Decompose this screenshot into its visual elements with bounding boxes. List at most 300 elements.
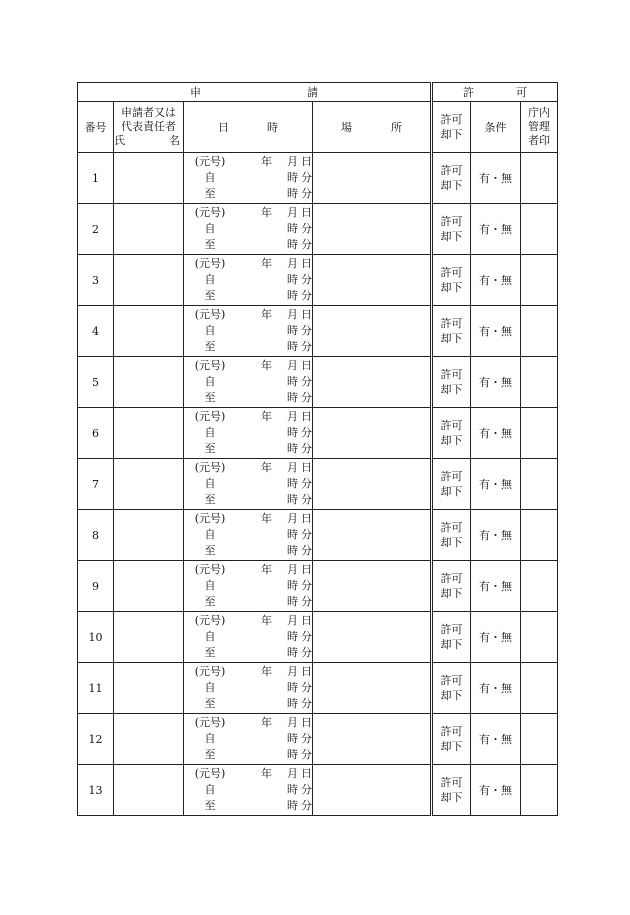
row-number: 13 — [78, 765, 114, 816]
applicant-header-line-2: 代表責任者 — [121, 120, 176, 133]
application-row — [78, 612, 431, 663]
reject-option: 却下 — [440, 332, 463, 345]
application-row — [78, 357, 431, 408]
month-label: 月 — [287, 257, 298, 270]
condition-field[interactable]: 有・無 — [471, 408, 521, 459]
place-field[interactable] — [313, 510, 431, 561]
application-title-char-2: 請 — [307, 85, 318, 99]
datetime-field[interactable] — [184, 204, 313, 255]
day-label: 日 — [301, 461, 312, 474]
to-minute-label: 分 — [301, 646, 312, 659]
applicant-name-field[interactable] — [114, 204, 184, 255]
year-label: 年 — [261, 767, 272, 780]
admin-header-line-1: 庁内 — [528, 106, 551, 119]
permit-option: 許可 — [440, 470, 463, 483]
to-hour-label: 時 — [287, 289, 298, 302]
place-field[interactable] — [313, 459, 431, 510]
to-minute-label: 分 — [301, 238, 312, 251]
reject-option: 却下 — [440, 485, 463, 498]
reject-option: 却下 — [440, 689, 463, 702]
to-hour-label: 時 — [287, 187, 298, 200]
era-label: (元号) — [194, 257, 226, 270]
datetime-field[interactable] — [184, 714, 313, 765]
to-label: 至 — [204, 595, 216, 608]
row-number: 5 — [78, 357, 114, 408]
applicant-name-field[interactable] — [114, 153, 184, 204]
to-hour-label: 時 — [287, 595, 298, 608]
from-minute-label: 分 — [301, 477, 312, 490]
from-minute-label: 分 — [301, 681, 312, 694]
to-minute-label: 分 — [301, 544, 312, 557]
application-row — [78, 714, 431, 765]
condition-field[interactable]: 有・無 — [471, 357, 521, 408]
admin-seal-field[interactable] — [521, 306, 558, 357]
from-minute-label: 分 — [301, 426, 312, 439]
place-field[interactable] — [313, 765, 431, 816]
to-minute-label: 分 — [301, 289, 312, 302]
to-label: 至 — [204, 697, 216, 710]
era-label: (元号) — [194, 665, 226, 678]
permit-reject-field[interactable] — [433, 510, 471, 561]
from-minute-label: 分 — [301, 630, 312, 643]
from-minute-label: 分 — [301, 528, 312, 541]
permit-reject-field[interactable] — [433, 306, 471, 357]
year-label: 年 — [261, 206, 272, 219]
reject-option: 却下 — [440, 230, 463, 243]
reject-option: 却下 — [440, 638, 463, 651]
day-label: 日 — [301, 359, 312, 372]
permit-reject-field[interactable] — [433, 255, 471, 306]
applicant-name-field[interactable] — [114, 510, 184, 561]
from-hour-label: 時 — [287, 579, 298, 592]
from-label: 自 — [204, 375, 216, 388]
from-hour-label: 時 — [287, 681, 298, 694]
place-field[interactable] — [313, 714, 431, 765]
month-label: 月 — [287, 206, 298, 219]
datetime-field[interactable] — [184, 408, 313, 459]
to-hour-label: 時 — [287, 238, 298, 251]
permit-reject-field[interactable] — [433, 663, 471, 714]
permit-reject-field[interactable] — [433, 357, 471, 408]
applicant-header-char-mei: 名 — [169, 134, 180, 147]
datetime-column-header — [184, 102, 313, 153]
condition-field[interactable]: 有・無 — [471, 714, 521, 765]
from-hour-label: 時 — [287, 171, 298, 184]
permit-reject-field[interactable] — [433, 153, 471, 204]
applicant-name-field[interactable] — [114, 663, 184, 714]
permit-reject-field[interactable] — [433, 204, 471, 255]
place-header-char-2: 所 — [391, 120, 402, 134]
applicant-name-field[interactable] — [114, 612, 184, 663]
applicant-name-field[interactable] — [114, 561, 184, 612]
condition-field[interactable]: 有・無 — [471, 663, 521, 714]
from-label: 自 — [204, 426, 216, 439]
admin-seal-field[interactable] — [521, 663, 558, 714]
applicant-name-field[interactable] — [114, 306, 184, 357]
year-label: 年 — [261, 461, 272, 474]
from-minute-label: 分 — [301, 783, 312, 796]
condition-column-header: 条件 — [471, 102, 521, 153]
permit-option: 許可 — [440, 164, 463, 177]
era-label: (元号) — [194, 716, 226, 729]
era-label: (元号) — [194, 767, 226, 780]
admin-seal-field[interactable] — [521, 510, 558, 561]
from-minute-label: 分 — [301, 579, 312, 592]
era-label: (元号) — [194, 410, 226, 423]
to-minute-label: 分 — [301, 493, 312, 506]
application-table — [77, 82, 431, 816]
year-label: 年 — [261, 512, 272, 525]
condition-field[interactable]: 有・無 — [471, 510, 521, 561]
day-label: 日 — [301, 665, 312, 678]
from-hour-label: 時 — [287, 273, 298, 286]
era-label: (元号) — [194, 563, 226, 576]
month-label: 月 — [287, 614, 298, 627]
reject-option: 却下 — [440, 383, 463, 396]
admin-seal-field[interactable] — [521, 459, 558, 510]
permission-row — [433, 765, 558, 816]
permit-option: 許可 — [440, 776, 463, 789]
row-number: 9 — [78, 561, 114, 612]
permission-row — [433, 306, 558, 357]
era-label: (元号) — [194, 512, 226, 525]
from-hour-label: 時 — [287, 528, 298, 541]
year-label: 年 — [261, 410, 272, 423]
condition-field[interactable]: 有・無 — [471, 204, 521, 255]
datetime-field[interactable] — [184, 663, 313, 714]
permit-option: 許可 — [440, 266, 463, 279]
reject-option: 却下 — [440, 740, 463, 753]
place-field[interactable] — [313, 612, 431, 663]
datetime-field[interactable] — [184, 510, 313, 561]
application-permission-form — [77, 82, 557, 837]
admin-seal-field[interactable] — [521, 408, 558, 459]
datetime-field[interactable] — [184, 357, 313, 408]
from-minute-label: 分 — [301, 732, 312, 745]
from-label: 自 — [204, 477, 216, 490]
applicant-header-line-1: 申請者又は — [121, 106, 176, 119]
to-hour-label: 時 — [287, 544, 298, 557]
admin-seal-field[interactable] — [521, 255, 558, 306]
day-label: 日 — [301, 308, 312, 321]
condition-field[interactable]: 有・無 — [471, 255, 521, 306]
datetime-field[interactable] — [184, 459, 313, 510]
application-row — [78, 306, 431, 357]
permit-reject-field[interactable] — [433, 612, 471, 663]
permit-reject-field[interactable] — [433, 459, 471, 510]
from-label: 自 — [204, 273, 216, 286]
admin-header-line-3: 者印 — [528, 134, 551, 147]
permission-title-char-2: 可 — [516, 85, 528, 99]
to-minute-label: 分 — [301, 187, 312, 200]
application-title-char-1: 申 — [190, 85, 201, 99]
from-hour-label: 時 — [287, 222, 298, 235]
year-label: 年 — [261, 614, 272, 627]
to-label: 至 — [204, 391, 216, 404]
permit-reject-column-header — [433, 102, 471, 153]
permit-option: 許可 — [440, 368, 463, 381]
permit-option: 許可 — [440, 521, 463, 534]
to-label: 至 — [204, 646, 216, 659]
place-field[interactable] — [313, 663, 431, 714]
from-label: 自 — [204, 528, 216, 541]
place-field[interactable] — [313, 408, 431, 459]
row-number: 1 — [78, 153, 114, 204]
application-row — [78, 561, 431, 612]
place-header-char-1: 場 — [341, 120, 352, 134]
month-label: 月 — [287, 410, 298, 423]
reject-option: 却下 — [440, 536, 463, 549]
admin-seal-field[interactable] — [521, 561, 558, 612]
permit-reject-field[interactable] — [433, 714, 471, 765]
to-label: 至 — [204, 187, 216, 200]
place-field[interactable] — [313, 255, 431, 306]
from-hour-label: 時 — [287, 426, 298, 439]
year-label: 年 — [261, 716, 272, 729]
era-label: (元号) — [194, 359, 226, 372]
to-hour-label: 時 — [287, 646, 298, 659]
permit-option: 許可 — [440, 725, 463, 738]
from-minute-label: 分 — [301, 171, 312, 184]
permission-title-char-1: 許 — [463, 85, 474, 99]
condition-field[interactable]: 有・無 — [471, 459, 521, 510]
datetime-field[interactable] — [184, 561, 313, 612]
applicant-name-field[interactable] — [114, 714, 184, 765]
number-column-header: 番号 — [78, 102, 114, 153]
day-label: 日 — [301, 155, 312, 168]
month-label: 月 — [287, 359, 298, 372]
day-label: 日 — [301, 614, 312, 627]
row-number: 2 — [78, 204, 114, 255]
row-number: 10 — [78, 612, 114, 663]
permission-row — [433, 714, 558, 765]
day-label: 日 — [301, 257, 312, 270]
row-number: 3 — [78, 255, 114, 306]
to-hour-label: 時 — [287, 340, 298, 353]
day-label: 日 — [301, 716, 312, 729]
to-label: 至 — [204, 748, 216, 761]
permit-header-line-2: 却下 — [440, 128, 463, 141]
row-number: 4 — [78, 306, 114, 357]
permission-table — [432, 82, 558, 816]
to-hour-label: 時 — [287, 697, 298, 710]
datetime-field[interactable] — [184, 306, 313, 357]
from-label: 自 — [204, 579, 216, 592]
from-minute-label: 分 — [301, 222, 312, 235]
era-label: (元号) — [194, 155, 226, 168]
from-label: 自 — [204, 222, 216, 235]
month-label: 月 — [287, 563, 298, 576]
to-label: 至 — [204, 340, 216, 353]
to-minute-label: 分 — [301, 595, 312, 608]
applicant-name-field[interactable] — [114, 255, 184, 306]
month-label: 月 — [287, 767, 298, 780]
from-hour-label: 時 — [287, 732, 298, 745]
to-minute-label: 分 — [301, 391, 312, 404]
row-number: 8 — [78, 510, 114, 561]
from-minute-label: 分 — [301, 375, 312, 388]
day-label: 日 — [301, 206, 312, 219]
row-number: 6 — [78, 408, 114, 459]
datetime-header-char-2: 時 — [267, 120, 278, 134]
application-row — [78, 153, 431, 204]
application-section-title — [78, 83, 431, 102]
application-row — [78, 204, 431, 255]
to-minute-label: 分 — [301, 799, 312, 812]
permission-row — [433, 255, 558, 306]
admin-seal-column-header — [521, 102, 558, 153]
datetime-field[interactable] — [184, 765, 313, 816]
year-label: 年 — [261, 359, 272, 372]
place-field[interactable] — [313, 306, 431, 357]
to-minute-label: 分 — [301, 697, 312, 710]
admin-seal-field[interactable] — [521, 714, 558, 765]
to-minute-label: 分 — [301, 442, 312, 455]
from-label: 自 — [204, 171, 216, 184]
permission-row — [433, 357, 558, 408]
year-label: 年 — [261, 563, 272, 576]
datetime-field[interactable] — [184, 612, 313, 663]
from-hour-label: 時 — [287, 783, 298, 796]
reject-option: 却下 — [440, 281, 463, 294]
to-label: 至 — [204, 493, 216, 506]
from-hour-label: 時 — [287, 630, 298, 643]
place-column-header — [313, 102, 431, 153]
month-label: 月 — [287, 461, 298, 474]
from-hour-label: 時 — [287, 375, 298, 388]
application-row — [78, 663, 431, 714]
to-label: 至 — [204, 238, 216, 251]
condition-field[interactable]: 有・無 — [471, 765, 521, 816]
permit-option: 許可 — [440, 572, 463, 585]
applicant-name-field[interactable] — [114, 408, 184, 459]
datetime-header-char-1: 日 — [218, 120, 229, 134]
application-row — [78, 408, 431, 459]
admin-seal-field[interactable] — [521, 765, 558, 816]
year-label: 年 — [261, 665, 272, 678]
from-label: 自 — [204, 783, 216, 796]
day-label: 日 — [301, 563, 312, 576]
to-hour-label: 時 — [287, 391, 298, 404]
datetime-field[interactable] — [184, 153, 313, 204]
permission-row — [433, 459, 558, 510]
permission-row — [433, 204, 558, 255]
application-row — [78, 765, 431, 816]
application-row — [78, 255, 431, 306]
permission-row — [433, 153, 558, 204]
applicant-name-field[interactable] — [114, 357, 184, 408]
permit-header-line-1: 許可 — [440, 113, 463, 126]
permit-option: 許可 — [440, 419, 463, 432]
to-hour-label: 時 — [287, 442, 298, 455]
from-label: 自 — [204, 324, 216, 337]
permission-row — [433, 408, 558, 459]
condition-field[interactable]: 有・無 — [471, 153, 521, 204]
month-label: 月 — [287, 512, 298, 525]
month-label: 月 — [287, 308, 298, 321]
applicant-name-column-header — [114, 102, 184, 153]
from-hour-label: 時 — [287, 477, 298, 490]
year-label: 年 — [261, 155, 272, 168]
application-row — [78, 459, 431, 510]
from-minute-label: 分 — [301, 324, 312, 337]
reject-option: 却下 — [440, 179, 463, 192]
to-hour-label: 時 — [287, 493, 298, 506]
permit-reject-field[interactable] — [433, 765, 471, 816]
to-minute-label: 分 — [301, 748, 312, 761]
applicant-name-field[interactable] — [114, 765, 184, 816]
applicant-name-field[interactable] — [114, 459, 184, 510]
permit-reject-field[interactable] — [433, 408, 471, 459]
era-label: (元号) — [194, 308, 226, 321]
applicant-header-char-shi: 氏 — [114, 134, 125, 147]
reject-option: 却下 — [440, 791, 463, 804]
era-label: (元号) — [194, 461, 226, 474]
permit-option: 許可 — [440, 623, 463, 636]
month-label: 月 — [287, 155, 298, 168]
era-label: (元号) — [194, 206, 226, 219]
year-label: 年 — [261, 257, 272, 270]
place-field[interactable] — [313, 357, 431, 408]
reject-option: 却下 — [440, 434, 463, 447]
from-label: 自 — [204, 630, 216, 643]
to-label: 至 — [204, 442, 216, 455]
permission-row — [433, 663, 558, 714]
month-label: 月 — [287, 716, 298, 729]
permit-option: 許可 — [440, 215, 463, 228]
admin-seal-field[interactable] — [521, 612, 558, 663]
to-label: 至 — [204, 799, 216, 812]
permit-reject-field[interactable] — [433, 561, 471, 612]
admin-header-line-2: 管理 — [528, 120, 551, 133]
admin-seal-field[interactable] — [521, 357, 558, 408]
condition-field[interactable]: 有・無 — [471, 561, 521, 612]
application-row — [78, 510, 431, 561]
permission-row — [433, 612, 558, 663]
condition-field[interactable]: 有・無 — [471, 612, 521, 663]
to-label: 至 — [204, 289, 216, 302]
admin-seal-field[interactable] — [521, 153, 558, 204]
condition-field[interactable]: 有・無 — [471, 306, 521, 357]
day-label: 日 — [301, 410, 312, 423]
to-hour-label: 時 — [287, 748, 298, 761]
row-number: 7 — [78, 459, 114, 510]
permission-row — [433, 510, 558, 561]
from-label: 自 — [204, 681, 216, 694]
to-label: 至 — [204, 544, 216, 557]
row-number: 11 — [78, 663, 114, 714]
datetime-field[interactable] — [184, 255, 313, 306]
row-number: 12 — [78, 714, 114, 765]
place-field[interactable] — [313, 561, 431, 612]
month-label: 月 — [287, 665, 298, 678]
day-label: 日 — [301, 512, 312, 525]
reject-option: 却下 — [440, 587, 463, 600]
admin-seal-field[interactable] — [521, 204, 558, 255]
place-field[interactable] — [313, 153, 431, 204]
permission-row — [433, 561, 558, 612]
to-hour-label: 時 — [287, 799, 298, 812]
to-minute-label: 分 — [301, 340, 312, 353]
permit-option: 許可 — [440, 674, 463, 687]
year-label: 年 — [261, 308, 272, 321]
from-minute-label: 分 — [301, 273, 312, 286]
place-field[interactable] — [313, 204, 431, 255]
day-label: 日 — [301, 767, 312, 780]
from-hour-label: 時 — [287, 324, 298, 337]
permission-section-title — [433, 83, 558, 102]
permit-option: 許可 — [440, 317, 463, 330]
